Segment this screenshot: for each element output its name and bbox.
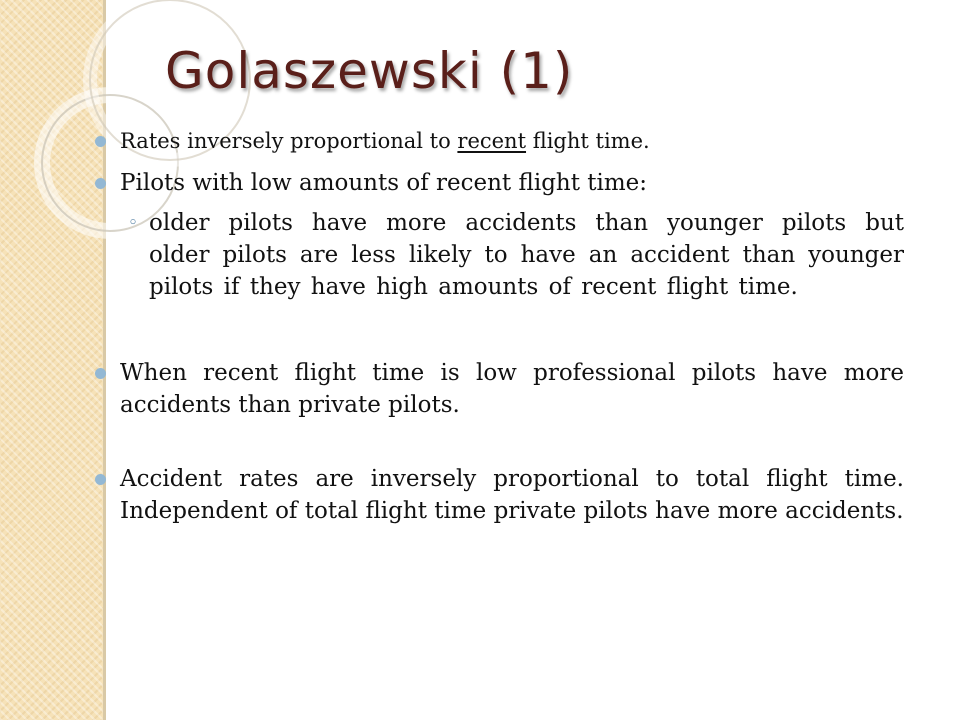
- sub-bullet-older-pilots: [92, 207, 904, 303]
- filled-circle-bullet-icon: [95, 368, 106, 379]
- sub-bullet-text: older pilots have more accidents than younger pilots but older pilots are less likely to have an accident than younger pilots if they have high amounts of recent flight time.: [149, 210, 904, 300]
- bullet-text: Accident rates are inversely proportional to total flight time. Independent of total flight time private pilots have more accidents.: [120, 466, 904, 524]
- bullet-text-pre: Rates inversely proportional to: [120, 129, 458, 153]
- slide-content: [92, 125, 904, 527]
- filled-circle-bullet-icon: [95, 136, 106, 147]
- spacer: [92, 421, 904, 463]
- open-circle-bullet-icon: ◦: [128, 213, 139, 233]
- bullet-text: When recent flight time is low professional pilots have more accidents than private pilots.: [120, 360, 904, 418]
- slide-title: Golaszewski (1): [165, 42, 574, 100]
- filled-circle-bullet-icon: [95, 178, 106, 189]
- bullet-low-recent-flight-time: [92, 167, 904, 199]
- bullet-total-flight-time: [92, 463, 904, 527]
- bullet-recent-flight-time: [92, 125, 904, 157]
- bullet-professional-vs-private: [92, 357, 904, 421]
- bullet-text-post: flight time.: [526, 129, 650, 153]
- bullet-text-underlined: recent: [457, 129, 527, 153]
- filled-circle-bullet-icon: [95, 474, 106, 485]
- bullet-text: Pilots with low amounts of recent flight time:: [120, 170, 648, 196]
- spacer: [92, 303, 904, 357]
